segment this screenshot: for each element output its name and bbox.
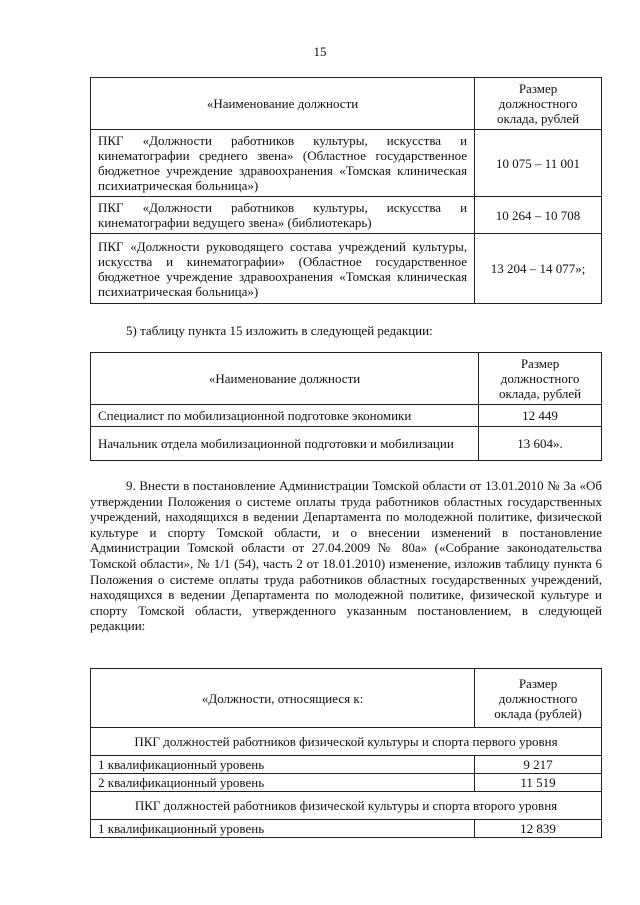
salary-table-sport — [90, 668, 602, 838]
position-name-cell: Специалист по мобилизационной подготовке экономики — [91, 405, 479, 427]
qualification-level-cell: 2 квалификационный уровень — [91, 774, 475, 792]
position-name-cell: Начальник отдела мобилизационной подготовки и мобилизации — [91, 427, 479, 461]
table-row — [91, 427, 602, 461]
salary-cell: 9 217 — [475, 756, 602, 774]
qualification-level-cell: 1 квалификационный уровень — [91, 756, 475, 774]
position-name-cell: ПКГ «Должности работников культуры, искусства и кинематографии ведущего звена» (библиотекарь) — [91, 197, 475, 234]
table-row — [91, 197, 602, 234]
salary-cell: 11 519 — [475, 774, 602, 792]
position-name-cell: ПКГ «Должности руководящего состава учреждений культуры, искусства и кинематографии» (Областное государственное бюджетное учреждение здравоохранения «Томская клиническая психиатрическая больница») — [91, 234, 475, 304]
table-header-row — [91, 353, 602, 405]
section-title: ПКГ должностей работников физической культуры и спорта второго уровня — [91, 792, 602, 820]
page-number: 15 — [313, 44, 327, 59]
table-header-row — [91, 669, 602, 728]
table-row — [91, 756, 602, 774]
header-position-group: «Должности, относящиеся к: — [91, 669, 475, 728]
salary-table-mobilization — [90, 352, 602, 461]
header-salary: Размер должностного оклада (рублей) — [475, 669, 602, 728]
header-salary: Размер должностного оклада, рублей — [475, 78, 602, 130]
table-row — [91, 234, 602, 304]
salary-cell: 13 204 – 14 077»; — [475, 234, 602, 304]
salary-cell: 12 839 — [475, 820, 602, 838]
paragraph-9: 9. Внести в постановление Администрации Томской области от 13.01.2010 № 3а «Об утверждении Положения о системе оплаты труда работников областных государственных учреждений, находящихся в ведении Департамента по молодежной политике, физической культуре и спорту Томской области, и о внесении изменений в постановление Администрации Томской области от 27.04.2009 № 80а» («Собрание законодательства Томской области», № 1/1 (54), часть 2 от 18.01.2010) изменение, изложив таблицу пункта 6 Положения о системе оплаты труда работников областных государственных учреждений, находящихся в ведении Департамента по молодежной политике, физической культуре и спорту Томской области, утвержденного указанным постановлением, в следующей редакции: — [90, 478, 602, 634]
salary-table-culture — [90, 77, 602, 304]
qualification-level-cell: 1 квалификационный уровень — [91, 820, 475, 838]
salary-cell: 13 604». — [479, 427, 602, 461]
header-salary: Размер должностного оклада, рублей — [479, 353, 602, 405]
section-row-second-level — [91, 792, 602, 820]
salary-cell: 10 075 – 11 001 — [475, 130, 602, 197]
table-row — [91, 820, 602, 838]
table-row — [91, 774, 602, 792]
section-title: ПКГ должностей работников физической культуры и спорта первого уровня — [91, 728, 602, 756]
salary-cell: 10 264 – 10 708 — [475, 197, 602, 234]
section-row-first-level — [91, 728, 602, 756]
table-row — [91, 130, 602, 197]
position-name-cell: ПКГ «Должности работников культуры, искусства и кинематографии среднего звена» (Областное государственное бюджетное учреждение здравоохранения «Томская клиническая психиатрическая больница») — [91, 130, 475, 197]
salary-cell: 12 449 — [479, 405, 602, 427]
header-position-name: «Наименование должности — [91, 353, 479, 405]
header-position-name: «Наименование должности — [91, 78, 475, 130]
table-header-row — [91, 78, 602, 130]
table-row — [91, 405, 602, 427]
item-5-text: 5) таблицу пункта 15 изложить в следующей редакции: — [126, 323, 433, 338]
